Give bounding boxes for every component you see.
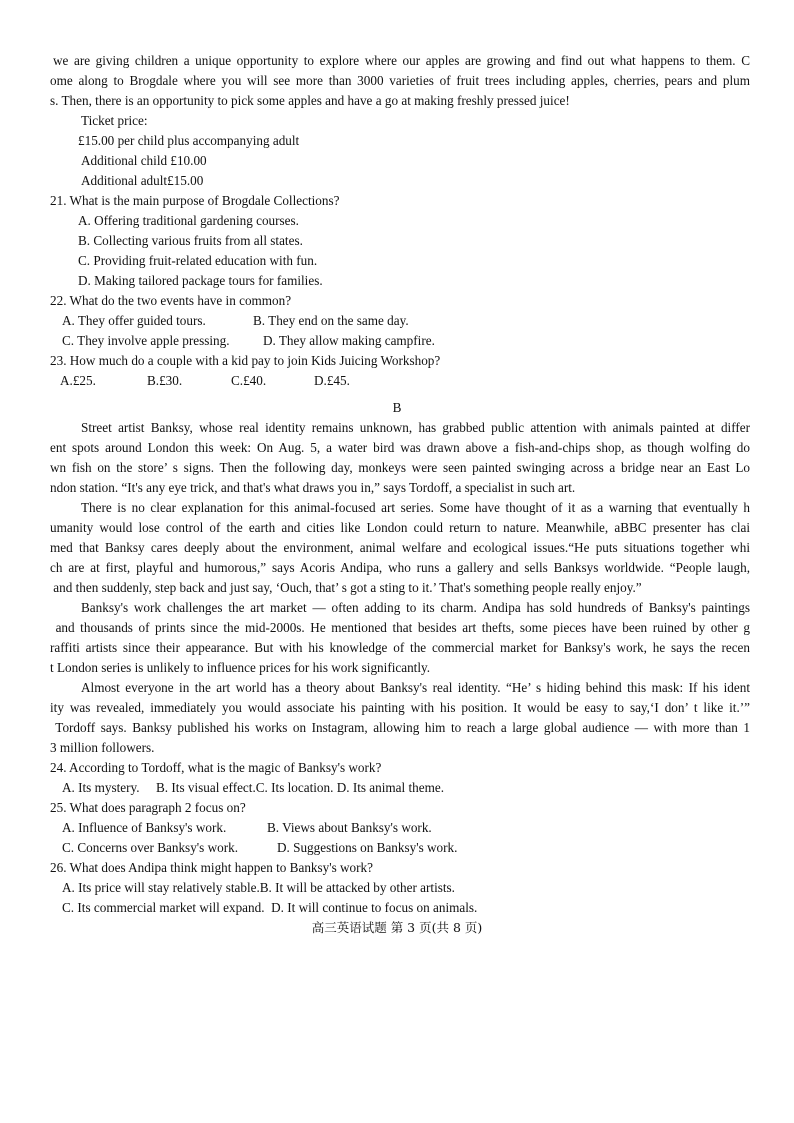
passage-b-line: med that Banksy cares deeply about the environment, animal welfare and ecological issues.“He puts situations together whi — [50, 540, 750, 555]
passage-b-line: wn fish on the store’ s signs. Then the following day, monkeys were seen painted swinging across a bridge near an East Lo — [50, 460, 750, 475]
question-22-option-b: B. They end on the same day. — [253, 313, 409, 328]
passage-b-line: umanity would lose control of the earth and cities like London could return to nature. Meanwhile, aBBC presenter has clai — [50, 520, 750, 535]
passage-a-line: s. Then, there is an opportunity to pick some apples and have a go at making freshly pressed juice! — [50, 93, 570, 108]
passage-b-line: Street artist Banksy, whose real identity remains unknown, has grabbed public attention with animals painted at differ — [81, 420, 750, 435]
question-21-option-b: B. Collecting various fruits from all states. — [78, 233, 303, 248]
ticket-price-item: Additional adult£15.00 — [81, 173, 204, 188]
question-21-option-c: C. Providing fruit-related education with fun. — [78, 253, 318, 268]
section-b-heading: B — [392, 400, 402, 415]
passage-b-line: ent spots around London this week: On Aug. 5, a water bird was drawn above a fish-and-chips shop, as though wolfing do — [50, 440, 750, 455]
question-25-option-a: A. Influence of Banksy's work. — [62, 820, 227, 835]
question-23-option-b: B.£30. — [147, 373, 183, 388]
passage-a-line: we are giving children a unique opportunity to explore where our apples are growing and find out what happens to them. C — [53, 53, 750, 68]
question-25-option-b: B. Views about Banksy's work. — [267, 820, 432, 835]
passage-b-line: Tordoff says. Banksy published his works on Instagram, allowing him to reach a large global audience — with more than 1 — [50, 720, 750, 735]
passage-b-line: 3 million followers. — [50, 740, 155, 755]
ticket-price-item: £15.00 per child plus accompanying adult — [78, 133, 300, 148]
question-22-option-c: C. They involve apple pressing. — [62, 333, 230, 348]
question-25-option-c: C. Concerns over Banksy's work. — [62, 840, 238, 855]
question-23-option-c: C.£40. — [231, 373, 267, 388]
question-24-options: A. Its mystery. B. Its visual effect.C. Its location. D. Its animal theme. — [62, 780, 444, 795]
question-26-stem: 26. What does Andipa think might happen to Banksy's work? — [50, 860, 373, 875]
question-26-options-line: A. Its price will stay relatively stable.B. It will be attacked by other artists. — [62, 880, 455, 895]
question-23-option-d: D.£45. — [314, 373, 350, 388]
passage-b-line: and thousands of prints since the mid-2000s. He mentioned that besides art thefts, some pieces have been ruined by other g — [50, 620, 750, 635]
question-22-option-a: A. They offer guided tours. — [62, 313, 206, 328]
passage-b-line: ity was revealed, immediately you would associate his painting with his position. It would be easy to say,‘I don’ t like it.’” — [50, 700, 750, 715]
ticket-price-item: Additional child £10.00 — [81, 153, 207, 168]
question-23-stem: 23. How much do a couple with a kid pay to join Kids Juicing Workshop? — [50, 353, 441, 368]
ticket-price-label: Ticket price: — [81, 113, 148, 128]
question-21-option-d: D. Making tailored package tours for families. — [78, 273, 323, 288]
passage-b-line: Almost everyone in the art world has a theory about Banksy's real identity. “He’ s hiding behind this mask: If his ident — [81, 680, 750, 695]
question-23-option-a: A.£25. — [60, 373, 96, 388]
passage-b-line: There is no clear explanation for this animal-focused art series. Some have thought of it as a warning that eventually h — [81, 500, 750, 515]
question-25-stem: 25. What does paragraph 2 focus on? — [50, 800, 246, 815]
question-24-stem: 24. According to Tordoff, what is the magic of Banksy's work? — [50, 760, 382, 775]
question-22-stem: 22. What do the two events have in common? — [50, 293, 292, 308]
question-22-option-d: D. They allow making campfire. — [263, 333, 435, 348]
question-21-stem: 21. What is the main purpose of Brogdale Collections? — [50, 193, 340, 208]
passage-b-line: ndon station. “It's any eye trick, and that's what draws you in,” says Tordoff, a specialist in such art. — [50, 480, 576, 495]
passage-b-line: Banksy's work challenges the art market — often adding to its charm. Andipa has sold hundreds of Banksy's paintings — [81, 600, 750, 615]
question-25-option-d: D. Suggestions on Banksy's work. — [277, 840, 458, 855]
page-footer: 高三英语试题 第 3 页(共 8 页) — [311, 920, 483, 935]
passage-b-line: raffiti artists since their appearance. But with his knowledge of the commercial market for Banksy's work, he says the recen — [50, 640, 750, 655]
question-21-option-a: A. Offering traditional gardening courses. — [78, 213, 299, 228]
passage-b-line: t London series is unlikely to influence prices for his work significantly. — [50, 660, 431, 675]
question-26-options-line: C. Its commercial market will expand. D. It will continue to focus on animals. — [62, 900, 478, 915]
passage-b-line: ch are at first, playful and humorous,” says Acoris Andipa, who runs a gallery and sells Banksys worldwide. “People laugh, — [50, 560, 750, 575]
passage-a-line: ome along to Brogdale where you will see more than 3000 varieties of fruit trees including apples, cherries, pears and plum — [50, 73, 750, 88]
passage-b-line: and then suddenly, step back and just say, ‘Ouch, that’ s got a sting to it.’ That's something people really enjoy.” — [50, 580, 642, 595]
